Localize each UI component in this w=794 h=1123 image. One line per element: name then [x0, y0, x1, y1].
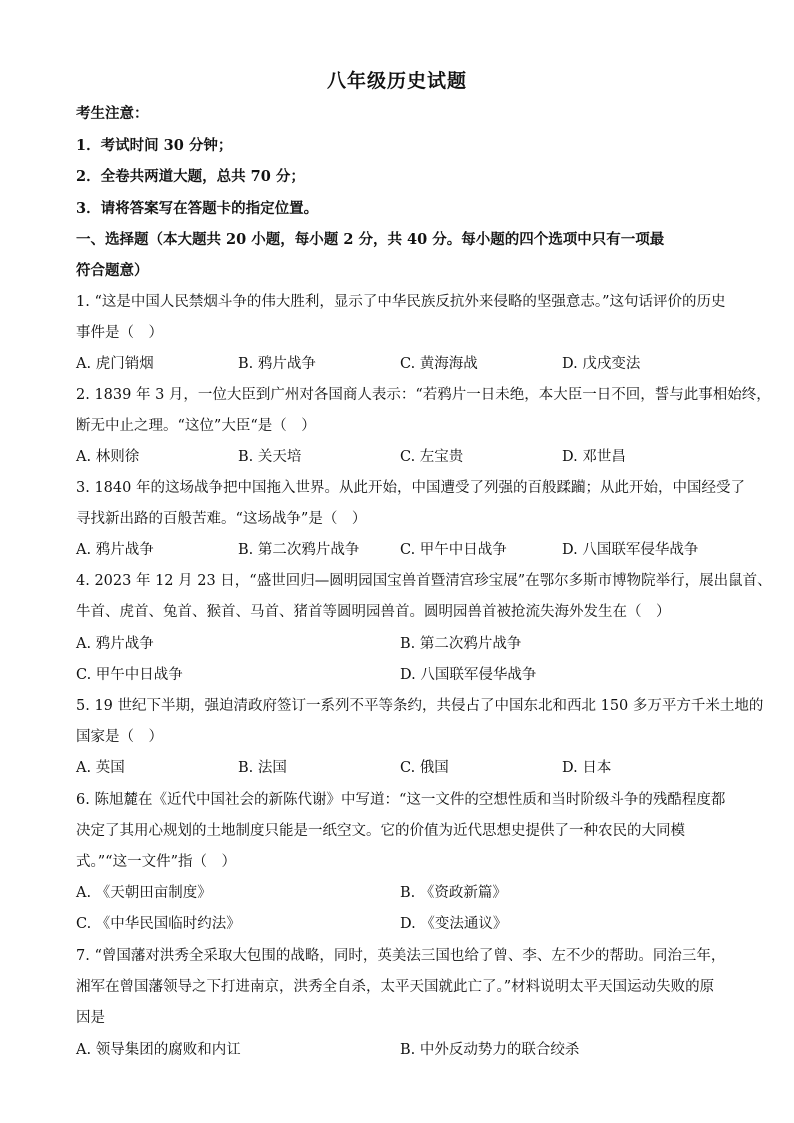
question-7-option-a: A. 领导集团的腐败和内讧: [76, 1042, 241, 1058]
question-7-stem: 湘军在曾国藩领导之下打进南京，洪秀全自杀，太平天国就此亡了。”材料说明太平天国运动失败的原: [76, 979, 715, 995]
question-6-option-b: B. 《资政新篇》: [400, 885, 507, 901]
question-4-option-d: D. 八国联军侵华战争: [400, 667, 537, 683]
question-5-option-d: D. 日本: [562, 760, 612, 776]
question-3-option-b: B. 第二次鸦片战争: [238, 542, 360, 558]
question-6-stem: 式。”“这一文件”指（ ）: [76, 854, 236, 870]
question-2-option-d: D. 邓世昌: [562, 449, 626, 465]
question-5-stem: 5. 19 世纪下半期，强迫清政府签订一系列不平等条约，共侵占了中国东北和西北 150 多万平方千米土地的: [76, 698, 764, 714]
notice-item: 3．请将答案写在答题卡的指定位置。: [76, 200, 319, 217]
question-4-stem: 牛首、虎首、兔首、猴首、马首、猪首等圆明园兽首。圆明园兽首被抢流失海外发生在（ ）: [76, 604, 671, 620]
question-3-stem: 寻找新出路的百般苦难。“这场战争”是（ ）: [76, 511, 367, 527]
question-2-stem: 断无中止之理。“这位”大臣“是（ ）: [76, 418, 316, 434]
question-5-option-c: C. 俄国: [400, 760, 449, 776]
question-5-stem: 国家是（ ）: [76, 729, 163, 745]
question-6-option-d: D. 《变法通议》: [400, 916, 508, 932]
question-3-option-d: D. 八国联军侵华战争: [562, 542, 699, 558]
question-7-stem: 因是: [76, 1010, 105, 1026]
question-2-option-b: B. 关天培: [238, 449, 302, 465]
question-6-option-c: C. 《中华民国临时约法》: [76, 916, 241, 932]
question-6-option-a: A. 《天朝田亩制度》: [76, 885, 212, 901]
question-1-option-c: C. 黄海海战: [400, 356, 478, 372]
notice-item: 1．考试时间 30 分钟；: [76, 137, 233, 154]
question-1-option-b: B. 鸦片战争: [238, 356, 316, 372]
question-2-option-c: C. 左宝贵: [400, 449, 464, 465]
question-2-option-a: A. 林则徐: [76, 449, 140, 465]
question-5-option-a: A. 英国: [76, 760, 125, 776]
page-title: 八年级历史试题: [326, 70, 467, 92]
question-7-option-b: B. 中外反动势力的联合绞杀: [400, 1042, 580, 1058]
question-3-option-a: A. 鸦片战争: [76, 542, 154, 558]
question-6-stem: 6. 陈旭麓在《近代中国社会的新陈代谢》中写道：“这一文件的空想性质和当时阶级斗争的残酷程度都: [76, 792, 726, 808]
question-1-stem: 事件是（ ）: [76, 325, 163, 341]
question-2-stem: 2. 1839 年 3 月，一位大臣到广州对各国商人表示：“若鸦片一日未绝，本大臣一日不回，誓与此事相始终，: [76, 387, 771, 403]
question-4-option-b: B. 第二次鸦片战争: [400, 636, 522, 652]
question-4-option-c: C. 甲午中日战争: [76, 667, 183, 683]
question-5-option-b: B. 法国: [238, 760, 287, 776]
question-3-option-c: C. 甲午中日战争: [400, 542, 507, 558]
question-4-option-a: A. 鸦片战争: [76, 636, 154, 652]
notice-item: 2．全卷共两道大题，总共 70 分；: [76, 168, 305, 185]
question-7-stem: 7. “曾国藩对洪秀全采取大包围的战略，同时，英美法三国也给了曾、李、左不少的帮助。同治三年，: [76, 948, 726, 964]
question-1-stem: 1. “这是中国人民禁烟斗争的伟大胜利，显示了中华民族反抗外来侵略的坚强意志。”这句话评价的历史: [76, 294, 726, 310]
notice-heading: 考生注意：: [76, 105, 149, 122]
question-4-stem: 4. 2023 年 12 月 23 日，“盛世回归—圆明园国宝兽首暨清宫珍宝展”在鄂尔多斯市博物院举行，展出鼠首、: [76, 573, 772, 589]
section-heading: 一、选择题（本大题共 20 小题，每小题 2 分，共 40 分。每小题的四个选项中只有一项最: [76, 231, 665, 248]
question-1-option-d: D. 戊戌变法: [562, 356, 641, 372]
question-6-stem: 决定了其用心规划的土地制度只能是一纸空文。它的价值为近代思想史提供了一种农民的大同模: [76, 823, 685, 839]
section-heading-cont: 符合题意）: [76, 262, 149, 279]
question-1-option-a: A. 虎门销烟: [76, 356, 154, 372]
question-3-stem: 3. 1840 年的这场战争把中国拖入世界。从此开始，中国遭受了列强的百般蹂躏；从此开始，中国经受了: [76, 480, 745, 496]
